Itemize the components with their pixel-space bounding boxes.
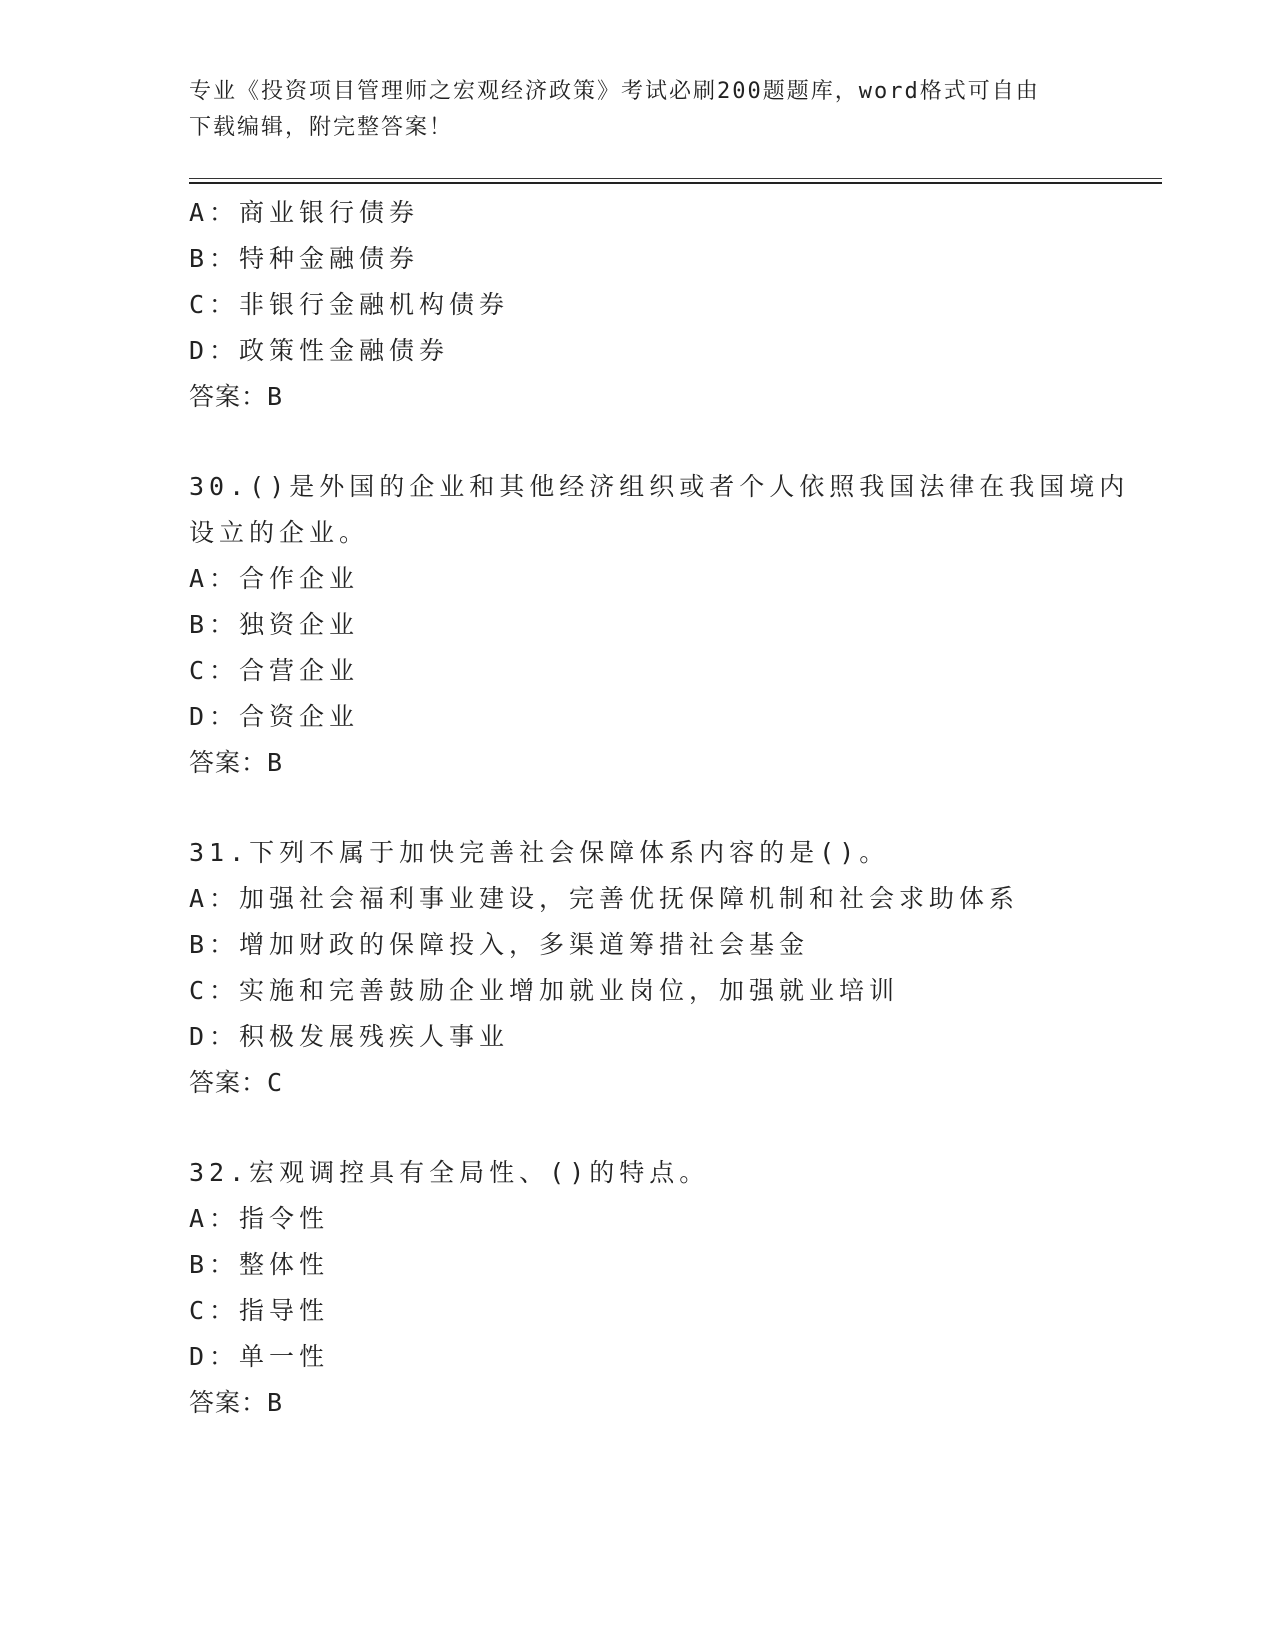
option-a: A：加强社会福利事业建设，完善优抚保障机制和社会求助体系 [189, 884, 1020, 913]
question-31 [189, 830, 1089, 1106]
option-c: C：非银行金融机构债券 [189, 290, 510, 319]
option-c: C：实施和完善鼓励企业增加就业岗位，加强就业培训 [189, 976, 900, 1005]
header-divider-thick [189, 182, 1162, 184]
option-d: D：积极发展残疾人事业 [189, 1022, 510, 1051]
option-d: D：合资企业 [189, 702, 360, 731]
header-divider-thin [189, 178, 1162, 179]
question-stem-line-1: 32.宏观调控具有全局性、()的特点。 [189, 1158, 710, 1187]
question-gap [189, 786, 1089, 830]
option-d: D：政策性金融债券 [189, 336, 450, 365]
answer-line: 答案：B [189, 1388, 284, 1417]
option-a: A：指令性 [189, 1204, 330, 1233]
option-b: B：增加财政的保障投入，多渠道筹措社会基金 [189, 930, 810, 959]
option-b: B：整体性 [189, 1250, 330, 1279]
option-b: B：独资企业 [189, 610, 360, 639]
question-32 [189, 1150, 1089, 1426]
question-stem-line-1: 31.下列不属于加快完善社会保障体系内容的是()。 [189, 838, 890, 867]
answer-line: 答案：B [189, 748, 284, 777]
option-c: C：指导性 [189, 1296, 330, 1325]
question-gap [189, 420, 1089, 464]
question-gap [189, 1106, 1089, 1150]
question-list [189, 190, 1130, 1426]
option-c: C：合营企业 [189, 656, 360, 685]
answer-line: 答案：C [189, 1068, 284, 1097]
option-d: D：单一性 [189, 1342, 330, 1371]
question-partial [189, 190, 1089, 420]
answer-line: 答案：B [189, 382, 284, 411]
document-header [189, 74, 1079, 146]
header-line-2: 下载编辑，附完整答案！ [189, 115, 454, 140]
option-a: A：合作企业 [189, 564, 360, 593]
option-a: A：商业银行债券 [189, 198, 420, 227]
option-b: B：特种金融债券 [189, 244, 420, 273]
question-stem-line-2: 设立的企业。 [189, 518, 370, 547]
header-line-1: 专业《投资项目管理师之宏观经济政策》考试必刷200题题库，word格式可自由 [189, 79, 1040, 104]
question-stem-line-1: 30.()是外国的企业和其他经济组织或者个人依照我国法律在我国境内 [189, 472, 1130, 501]
question-30 [189, 464, 1130, 786]
